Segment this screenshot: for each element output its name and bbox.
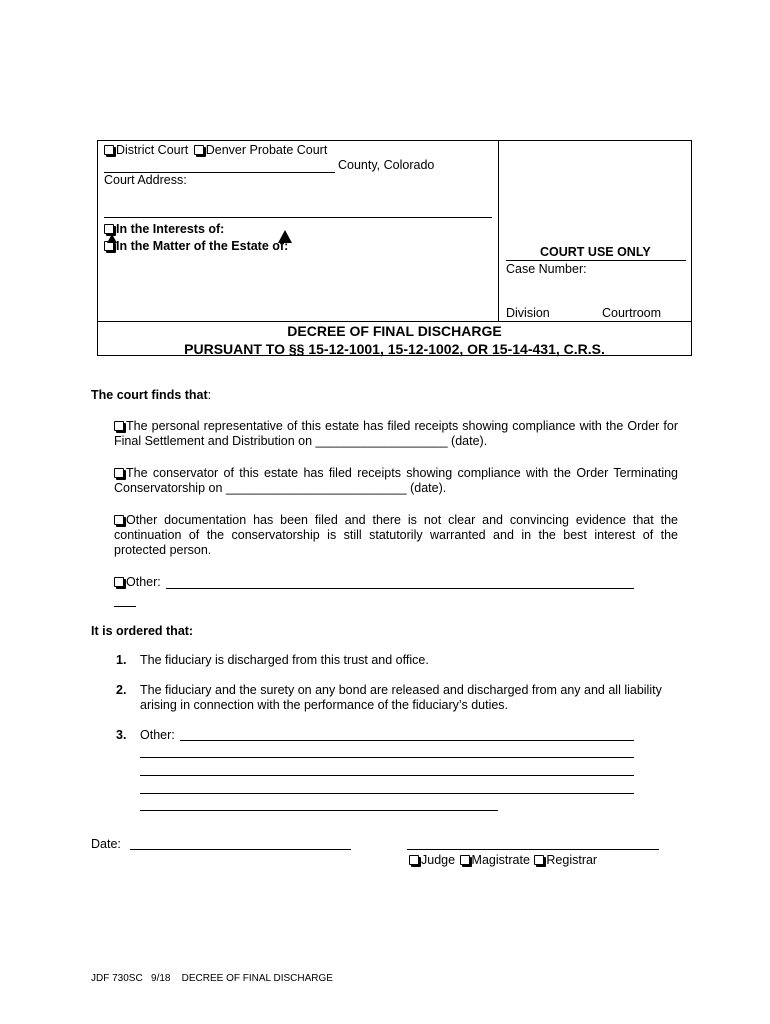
- finding-4-checkbox[interactable]: [114, 577, 124, 587]
- date-label: Date:: [91, 837, 121, 851]
- magistrate-label: Magistrate: [471, 853, 530, 867]
- order-3-number: 3.: [116, 728, 127, 742]
- district-court-checkbox[interactable]: [104, 145, 114, 155]
- judge-label: Judge: [421, 853, 456, 867]
- court-address-label: Court Address:: [104, 173, 187, 187]
- county-suffix: County, Colorado: [338, 158, 435, 172]
- party-separator-line: [104, 217, 492, 218]
- registrar-label: Registrar: [546, 853, 598, 867]
- district-court-label: District Court: [116, 143, 189, 157]
- magistrate-checkbox[interactable]: [460, 855, 470, 865]
- order-3-other-line-5[interactable]: [140, 810, 498, 811]
- courtroom-label: Courtroom: [602, 306, 662, 320]
- finding-3-checkbox[interactable]: [114, 515, 124, 525]
- interests-option: [104, 222, 224, 236]
- matter-label: In the Matter of the Estate of:: [116, 239, 289, 253]
- date-field[interactable]: [130, 849, 351, 850]
- signer-roles: [409, 853, 597, 867]
- triangle-up-small-icon: [107, 234, 117, 243]
- finding-4-other-field-continued[interactable]: [114, 606, 136, 607]
- court-options: [104, 143, 327, 157]
- finding-2-text: The conservator of this estate has filed receipts showing compliance with the Order Terminating: [126, 466, 678, 480]
- division-label: Division: [506, 306, 550, 320]
- footer-form-name: DECREE OF FINAL DISCHARGE: [181, 973, 333, 984]
- footer-revision: 9/18: [151, 973, 171, 984]
- order-1-text: The fiduciary is discharged from this trust and office.: [140, 653, 429, 667]
- order-3-other-line-2[interactable]: [140, 757, 634, 758]
- denver-probate-label: Denver Probate Court: [205, 143, 328, 157]
- denver-probate-checkbox[interactable]: [194, 145, 204, 155]
- findings-heading-text: The court finds that: [91, 388, 208, 402]
- document-title-line1: DECREE OF FINAL DISCHARGE: [287, 323, 502, 339]
- order-3-other-line-1[interactable]: [180, 740, 634, 741]
- court-use-only: COURT USE ONLY: [540, 245, 651, 259]
- finding-1-line2: Final Settlement and Distribution on ___________________ (date).: [114, 434, 488, 448]
- court-use-underline: [506, 260, 686, 261]
- finding-2-line2: Conservatorship on __________________________ (date).: [114, 481, 447, 495]
- finding-3-text: Other documentation has been filed and there is not clear and convincing evidence that the continuation of the conservatorship is still statutorily warranted and in the best interest of the protected person.: [114, 513, 678, 557]
- interests-label: In the Interests of:: [116, 222, 225, 236]
- matter-option: [104, 239, 288, 253]
- findings-heading: [91, 388, 211, 402]
- judge-checkbox[interactable]: [409, 855, 419, 865]
- document-title-line2: PURSUANT TO §§ 15-12-1001, 15-12-1002, OR 15-14-431, C.R.S.: [184, 341, 605, 357]
- triangle-up-icon: [278, 230, 292, 243]
- finding-1: [114, 419, 678, 449]
- footer: [91, 973, 333, 984]
- finding-4: [114, 575, 161, 589]
- case-number-label: Case Number:: [506, 262, 587, 276]
- finding-1-checkbox[interactable]: [114, 421, 124, 431]
- orders-heading: It is ordered that:: [91, 624, 194, 638]
- caption-divider-vertical: [498, 140, 499, 322]
- order-2-text: The fiduciary and the surety on any bond are released and discharged from any and all liability arising in connection with the performance of the fiduciary’s duties.: [140, 683, 662, 712]
- finding-2: [114, 466, 678, 496]
- order-3-text: Other:: [140, 728, 175, 742]
- signature-line[interactable]: [407, 849, 659, 850]
- interests-checkbox[interactable]: [104, 224, 114, 234]
- order-2-number: 2.: [116, 683, 127, 697]
- order-3-other-line-4[interactable]: [140, 793, 634, 794]
- caption-divider-horizontal: [97, 321, 692, 322]
- finding-2-checkbox[interactable]: [114, 468, 124, 478]
- registrar-checkbox[interactable]: [534, 855, 544, 865]
- finding-4-other-field[interactable]: [166, 588, 634, 589]
- finding-3: [114, 513, 678, 558]
- finding-4-text: Other:: [126, 575, 161, 589]
- footer-form-id: JDF 730SC: [91, 973, 143, 984]
- order-3-other-line-3[interactable]: [140, 775, 634, 776]
- order-1-number: 1.: [116, 653, 127, 667]
- findings-heading-colon: :: [207, 388, 212, 402]
- finding-1-text: The personal representative of this estate has filed receipts showing compliance with the Order for: [126, 419, 678, 433]
